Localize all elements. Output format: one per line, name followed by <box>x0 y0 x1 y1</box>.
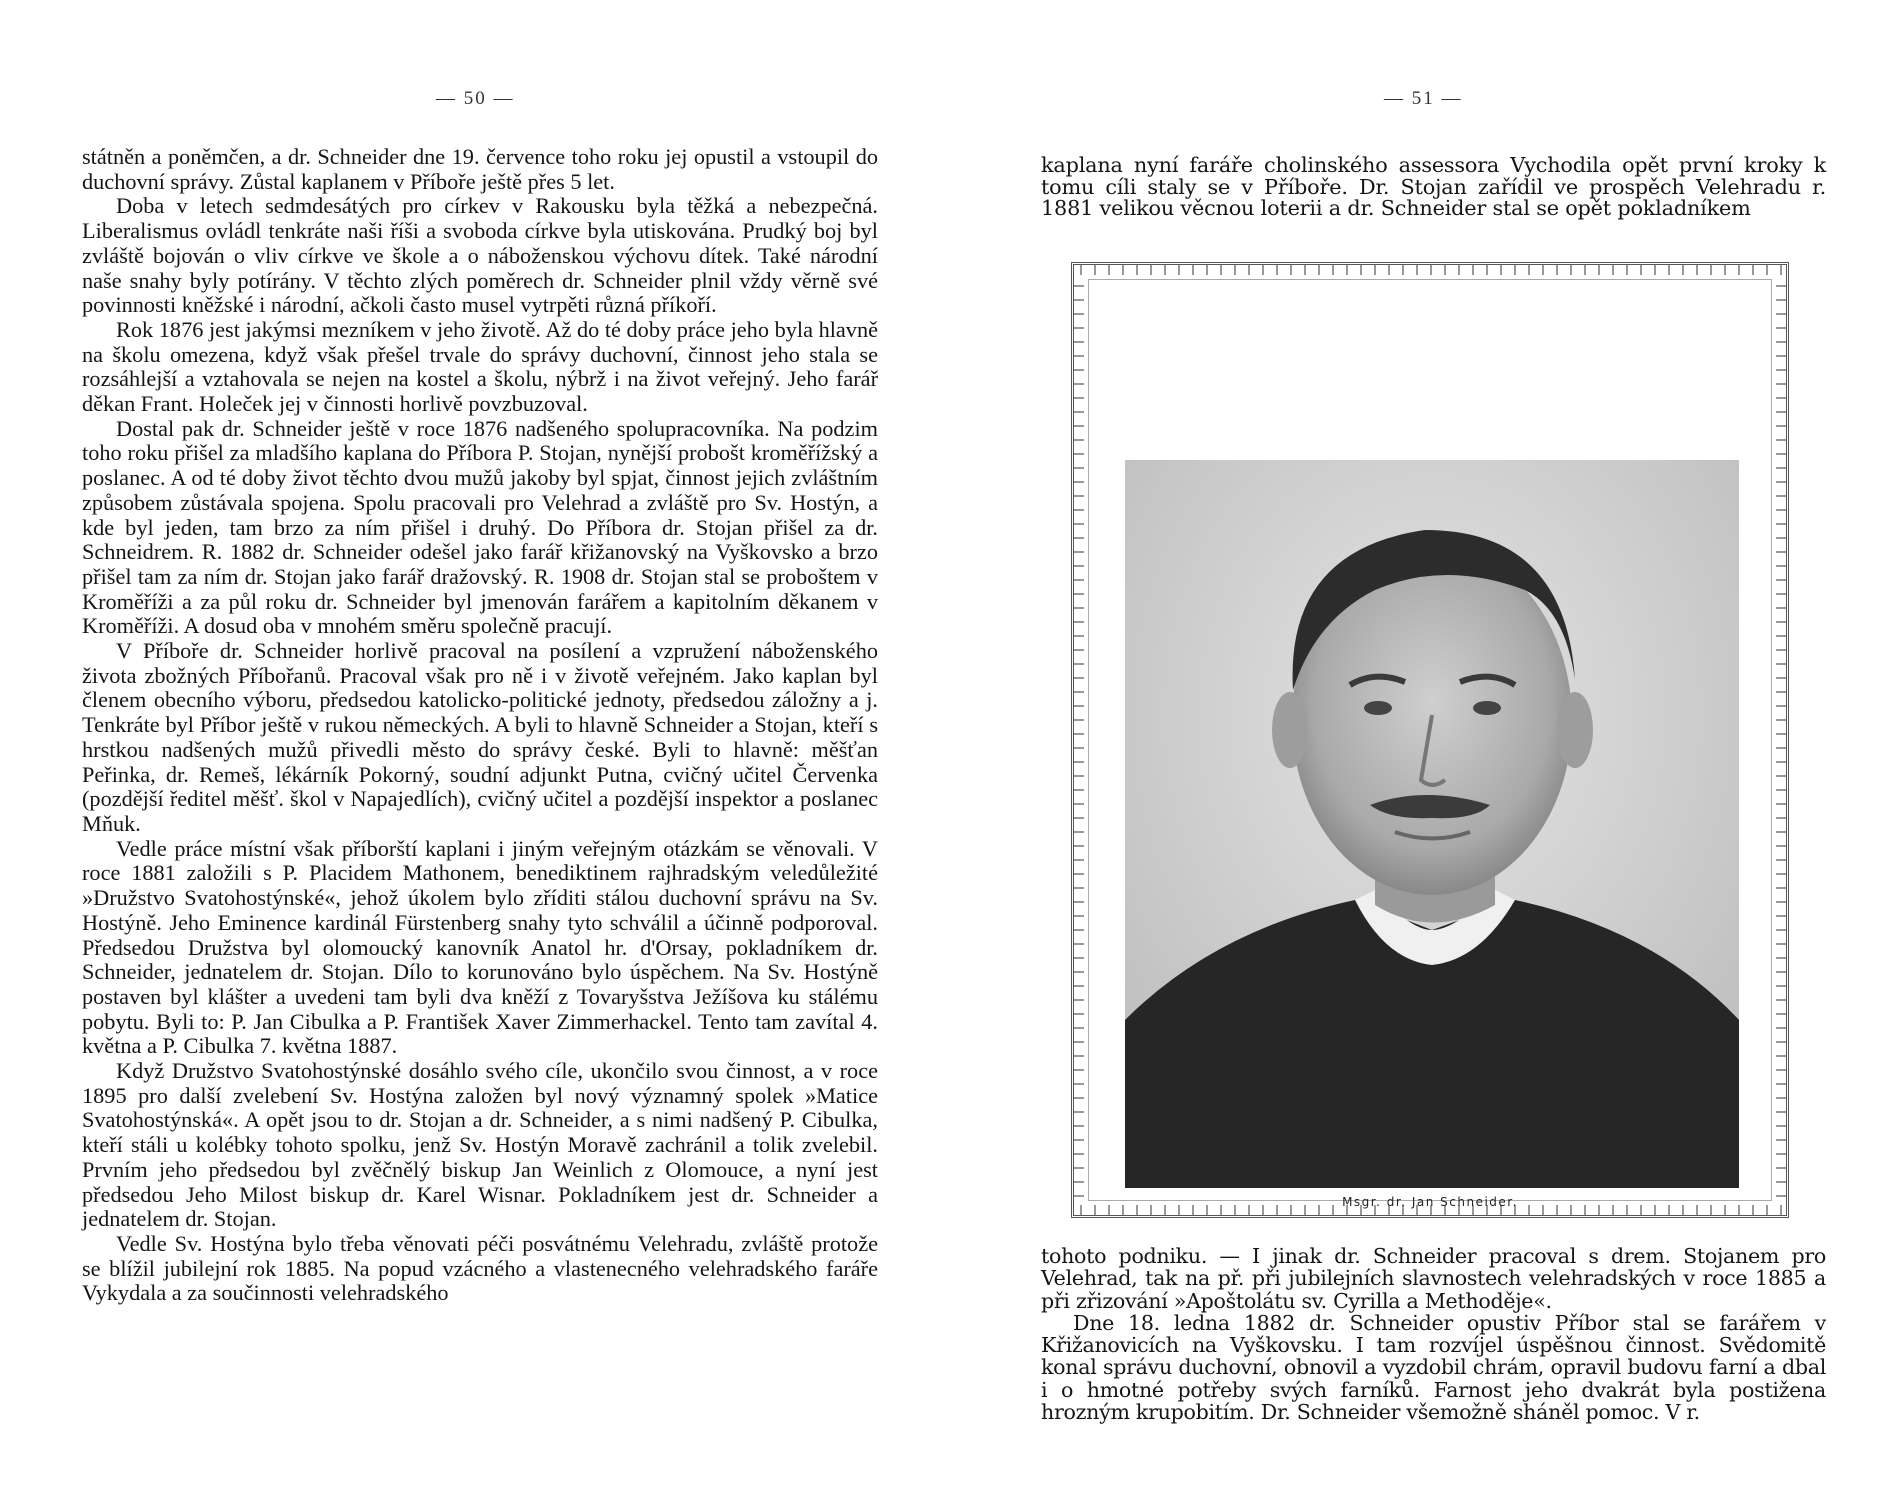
paragraph: tohoto podniku. — I jinak dr. Schneider pracoval s drem. Stojanem pro Velehrad, tak na př. při jubilejních slavnostech velehradských v roce 1885 a při zřizování »Apoštolátu sv. Cyrilla a Methoděje«. <box>1041 1244 1826 1313</box>
photo-frame <box>1071 262 1789 1218</box>
photo-caption: Msgr. dr. Jan Schneider. <box>1342 1195 1518 1209</box>
page-number-left: — 50 — <box>436 88 515 109</box>
paragraph: Rok 1876 jest jakýmsi mezníkem v jeho životě. Až do té doby práce jeho byla hlavně na školu omezena, když však přešel trvale do správy duchovní, činnost jeho stala se rozsáhlejší a vztahovala se nejen na kostel a školu, nýbrž i na život veřejný. Jeho farář děkan Frant. Holeček jej v činnosti horlivě povzbuzoval. <box>82 316 878 417</box>
right-page-bottom-text <box>1041 1245 1826 1423</box>
right-page <box>949 0 1898 1500</box>
paragraph: Doba v letech sedmdesátých pro církev v Rakousku byla těžká a nebezpečná. Liberalismus ovládl tenkráte naši říši a svoboda církve byla utiskována. Prudký boj byl zvláště bojován o vliv církve ve škole a o náboženskou výchovu dítek. Také národní naše snahy byly potírány. V těchto zlých poměrech dr. Schneider plnil vždy věrně své povinnosti kněžské i národní, ačkoli často musel vytrpěti různá příkoří. <box>82 193 878 318</box>
paragraph: kaplana nyní faráře cholinského assessora Vychodila opět první kroky k tomu cíli staly se v Příboře. Dr. Stojan zařídil ve prospěch Velehradu r. 1881 velikou věcnou loterii a dr. Schneider stal se opět pokladníkem <box>1041 153 1826 220</box>
right-page-top-text <box>1041 155 1826 220</box>
paragraph: V Příboře dr. Schneider horlivě pracoval na posílení a vzpružení náboženského života zbožných Příbořanů. Pracoval však pro ně i v životě veřejném. Jako kaplan byl členem obecního výboru, předsedou katolicko-politické jednoty, předsedou záložny a j. Tenkráte byl Příbor ještě v rukou německých. A byli to hlavně Schneider a Stojan, kteří s hrstkou nadšených mužů přivedli město do správy české. Byli to hlavně: měšťan Peřinka, dr. Remeš, lékárník Pokorný, soudní adjunkt Putna, cvičný učitel Červenka (pozdější ředitel měšť. škol v Napajedlích), cvičný učitel a pozdější inspektor a poslanec Mňuk. <box>82 638 878 836</box>
paragraph: Dne 18. ledna 1882 dr. Schneider opustiv Příbor stal se farářem v Křižanovicích na Vyškovsku. I tam rozvíjel úspěšnou činnost. Svědomitě konal správu duchovní, obnovil a vyzdobil chrám, opravil budovu farní a dbal i o hmotné potřeby svých farníků. Farnost jeho dvakrát byla postižena hrozným krupobitím. Dr. Schneider všemožně sháněl pomoc. V r. <box>1041 1310 1826 1425</box>
paragraph: státněn a poněmčen, a dr. Schneider dne 19. července toho roku jej opustil a vstoupil do duchovní správy. Zůstal kaplanem v Příboře ještě přes 5 let. <box>82 144 878 194</box>
left-page-text <box>82 145 878 1306</box>
page-number-right: — 51 — <box>1384 88 1463 109</box>
paragraph: Vedle Sv. Hostýna bylo třeba věnovati péči posvátnému Velehradu, zvláště protože se blížil jubilejní rok 1885. Na popud vzácného a vlastenecného velehradského faráře Vykydala a za součinnosti velehradského <box>82 1230 878 1306</box>
portrait-photo <box>1125 460 1739 1188</box>
portrait-illustration <box>1125 460 1739 1188</box>
paragraph: Dostal pak dr. Schneider ještě v roce 1876 nadšeného spolupracovníka. Na podzim toho roku přišel za mladšího kaplana do Příbora P. Stojan, nynější probošt kroměřížský a poslanec. A od té doby život těchto dvou mužů jakoby byl spjat, činnost jejich zvláštním způsobem zůstávala spojena. Spolu pracovali pro Velehrad a zvláště pro Sv. Hostýn, a kde byl jeden, tam brzo za ním přišel i druhý. Do Příbora dr. Stojan přišel za dr. Schneidrem. R. 1882 dr. Schneider odešel jako farář křižanovský na Vyškovsko a brzo přišel tam za ním dr. Stojan jako farář dražovský. R. 1908 dr. Stojan stal se proboštem v Kroměříži a za půl roku dr. Schneider byl jmenován farářem a kapitolním děkanem v Kroměříži. A dosud oba v mnohém směru společně pracují. <box>82 415 878 639</box>
paragraph: Vedle práce místní však příborští kaplani i jiným veřejným otázkám se věnovali. V roce 1881 založili s P. Placidem Mathonem, benediktinem rajhradským veledůležité »Družstvo Svatohostýnské«, jehož úkolem bylo zříditi stálou duchovní správu na Sv. Hostýně. Jeho Eminence kardinál Fürstenberg snahy tyto schválil a účinně podporoval. Předsedou Družstva byl olomoucký kanovník Anatol hr. d'Orsay, pokladníkem dr. Schneider, jednatelem dr. Stojan. Dílo to korunováno bylo úspěchem. Na Sv. Hostýně postaven byl klášter a uvedeni tam byli dva kněží z Tovaryšstva Ježíšova ku stálému pobytu. Byli to: P. Jan Cibulka a P. František Xaver Zimmerhackel. Tento tam zavítal 4. května a P. Cibulka 7. května 1887. <box>82 835 878 1059</box>
paragraph: Když Družstvo Svatohostýnské dosáhlo svého cíle, ukončilo svou činnost, a v roce 1895 pro další zvelebení Sv. Hostýna založen byl nový významný spolek »Matice Svatohostýnská«. A opět jsou to dr. Stojan a dr. Schneider, a s nimi nadšený P. Cibulka, kteří stáli u kolébky tohoto spolku, jenž Sv. Hostýn Moravě zachránil a tolik zvelebil. Prvním jeho předsedou byl zvěčnělý biskup Jan Weinlich z Olomouce, a nyní jest předsedou Jeho Milost biskup dr. Karel Wisnar. Pokladníkem jest dr. Schneider a jednatelem dr. Stojan. <box>82 1058 878 1232</box>
